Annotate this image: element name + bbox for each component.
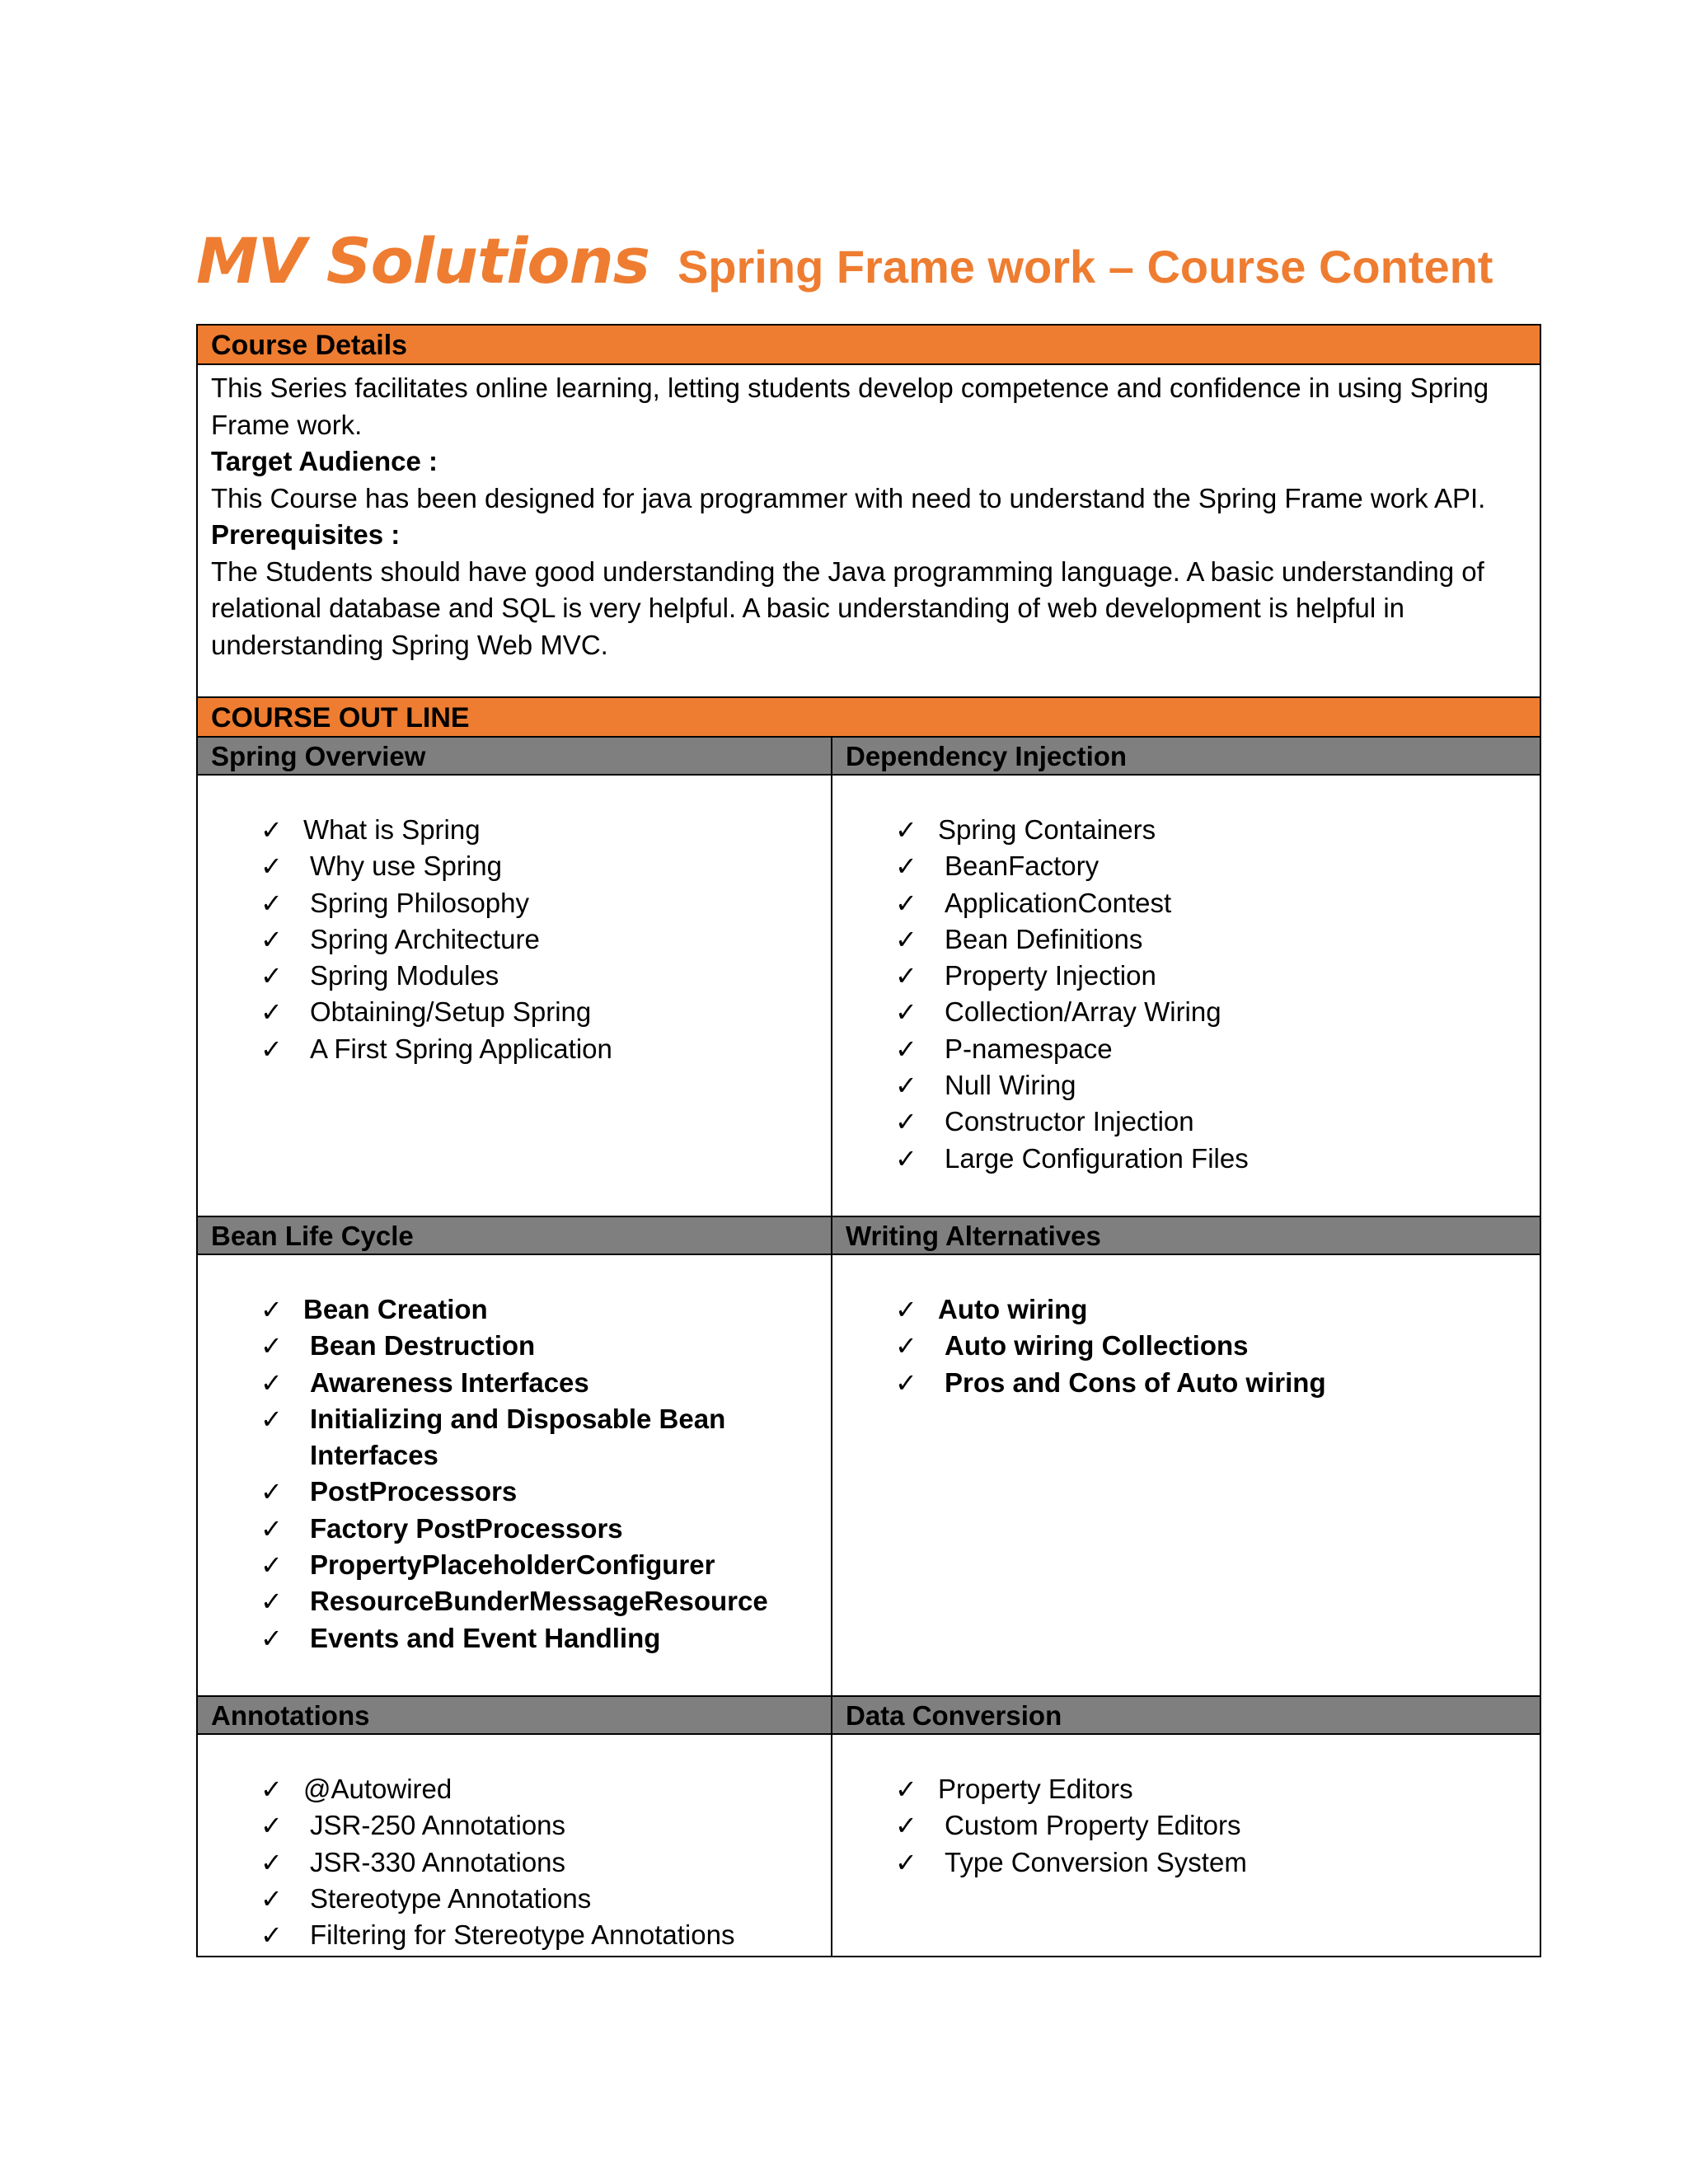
checkmark-icon: ✓ — [895, 1142, 917, 1174]
topic-item — [198, 1511, 831, 1547]
checkmark-icon: ✓ — [260, 1810, 283, 1842]
company-logo: MV Solutions — [196, 224, 649, 298]
topic-item — [832, 1291, 1540, 1328]
topic-label: Property Injection — [945, 960, 1156, 991]
checkmark-icon: ✓ — [260, 1476, 283, 1508]
prerequisites-text: The Students should have good understanding the Java programming language. A basic understanding of relational database and SQL is very helpful. A basic understanding of web development is helpful in understanding Spring Web MVC. — [211, 555, 1484, 660]
topic-item — [198, 1917, 831, 1953]
checkmark-icon: ✓ — [895, 996, 917, 1029]
checkmark-icon: ✓ — [260, 1330, 283, 1362]
topic-item — [832, 1844, 1540, 1881]
topic-item — [832, 1104, 1540, 1140]
section-bean-life-cycle — [198, 1216, 832, 1695]
topic-label: A First Spring Application — [310, 1033, 612, 1064]
topic-item — [198, 1620, 831, 1657]
course-details-body — [198, 365, 1540, 698]
section-title: Bean Life Cycle — [198, 1216, 831, 1255]
outline-row-1 — [198, 736, 1540, 1216]
topic-label: ApplicationContest — [945, 887, 1172, 918]
checkmark-icon: ✓ — [895, 1330, 917, 1362]
topic-item — [832, 885, 1540, 921]
checkmark-icon: ✓ — [260, 851, 283, 883]
topic-label: What is Spring — [303, 814, 481, 845]
page-header — [196, 224, 1493, 298]
topic-label: Property Editors — [938, 1774, 1133, 1804]
topic-label: BeanFactory — [945, 851, 1100, 882]
outline-row-2 — [198, 1216, 1540, 1695]
topic-label: Large Configuration Files — [945, 1142, 1249, 1174]
topic-item — [198, 848, 831, 884]
checkmark-icon: ✓ — [260, 1919, 283, 1952]
section-title: Spring Overview — [198, 736, 831, 776]
topic-label: Spring Modules — [310, 960, 499, 991]
topic-label: ResourceBunderMessageResource — [310, 1586, 768, 1617]
topic-item — [198, 1771, 831, 1807]
checkmark-icon: ✓ — [895, 923, 917, 955]
checkmark-icon: ✓ — [260, 1774, 283, 1805]
topic-label: P-namespace — [945, 1033, 1113, 1064]
topic-item — [198, 994, 831, 1030]
checkmark-icon: ✓ — [895, 1810, 917, 1842]
checkmark-icon: ✓ — [260, 1033, 283, 1065]
topic-label: Bean Definitions — [945, 923, 1143, 954]
topic-item — [198, 1328, 831, 1364]
checkmark-icon: ✓ — [260, 1586, 283, 1618]
topic-label: Collection/Array Wiring — [945, 996, 1221, 1028]
topic-label: PropertyPlaceholderConfigurer — [310, 1549, 715, 1581]
checkmark-icon: ✓ — [260, 923, 283, 955]
section-data-conversion — [832, 1695, 1540, 1956]
checkmark-icon: ✓ — [895, 851, 917, 883]
topic-label: Auto wiring Collections — [945, 1330, 1249, 1361]
topic-label: PostProcessors — [310, 1476, 518, 1507]
checkmark-icon: ✓ — [260, 1403, 283, 1435]
topic-item — [198, 1844, 831, 1881]
checkmark-icon: ✓ — [895, 1774, 917, 1805]
topic-label: Type Conversion System — [945, 1846, 1247, 1877]
topic-list — [198, 1735, 831, 1953]
topic-item — [832, 1067, 1540, 1104]
target-audience-label: Target Audience : — [211, 446, 438, 476]
checkmark-icon: ✓ — [895, 1070, 917, 1102]
section-spring-overview — [198, 736, 832, 1216]
topic-item — [198, 1807, 831, 1844]
outline-row-3 — [198, 1695, 1540, 1956]
checkmark-icon: ✓ — [895, 960, 917, 992]
section-title: Annotations — [198, 1695, 831, 1735]
checkmark-icon: ✓ — [895, 887, 917, 919]
topic-item — [198, 1881, 831, 1917]
topic-label: Events and Event Handling — [310, 1622, 661, 1653]
topic-label: JSR-330 Annotations — [310, 1846, 566, 1877]
checkmark-icon: ✓ — [260, 1366, 283, 1399]
topic-list — [832, 1255, 1540, 1401]
topic-item — [198, 885, 831, 921]
topic-item — [832, 1031, 1540, 1067]
topic-item — [198, 1031, 831, 1067]
section-writing-alternatives — [832, 1216, 1540, 1695]
topic-item — [198, 1547, 831, 1583]
prerequisites-label: Prerequisites : — [211, 519, 401, 550]
topic-label: Initializing and Disposable Bean Interfaces — [310, 1403, 726, 1471]
topic-label: Obtaining/Setup Spring — [310, 996, 592, 1028]
topic-label: Factory PostProcessors — [310, 1512, 623, 1544]
topic-label: Custom Property Editors — [945, 1810, 1241, 1841]
topic-list — [198, 776, 831, 1067]
section-title: Writing Alternatives — [832, 1216, 1540, 1255]
topic-item — [832, 994, 1540, 1030]
checkmark-icon: ✓ — [260, 1549, 283, 1582]
topic-item — [832, 921, 1540, 958]
checkmark-icon: ✓ — [895, 1106, 917, 1138]
checkmark-icon: ✓ — [895, 1366, 917, 1399]
topic-label: Bean Creation — [303, 1294, 488, 1324]
checkmark-icon: ✓ — [260, 887, 283, 919]
checkmark-icon: ✓ — [260, 1622, 283, 1654]
checkmark-icon: ✓ — [895, 1033, 917, 1065]
topic-label: Auto wiring — [938, 1294, 1088, 1324]
topic-item — [198, 1365, 831, 1401]
course-content-table — [196, 324, 1541, 1957]
topic-item — [832, 1141, 1540, 1177]
topic-label: Why use Spring — [310, 851, 502, 882]
topic-item — [198, 1474, 831, 1510]
checkmark-icon: ✓ — [895, 1846, 917, 1878]
section-title: Dependency Injection — [832, 736, 1540, 776]
course-details-heading: Course Details — [198, 326, 1540, 365]
checkmark-icon: ✓ — [260, 1846, 283, 1878]
topic-label: Spring Architecture — [310, 923, 540, 954]
section-title: Data Conversion — [832, 1695, 1540, 1735]
topic-label: Spring Philosophy — [310, 887, 529, 918]
topic-label: Spring Containers — [938, 814, 1156, 845]
checkmark-icon: ✓ — [260, 996, 283, 1029]
checkmark-icon: ✓ — [260, 1882, 283, 1915]
course-intro: This Series facilitates online learning, letting students develop competence and confidence in using Spring Frame work. — [211, 373, 1489, 440]
checkmark-icon: ✓ — [260, 960, 283, 992]
course-outline-heading: COURSE OUT LINE — [198, 698, 1540, 736]
topic-item — [832, 958, 1540, 994]
checkmark-icon: ✓ — [260, 1512, 283, 1544]
checkmark-icon: ✓ — [895, 814, 917, 846]
topic-label: @Autowired — [303, 1774, 452, 1804]
page-title: Spring Frame work – Course Content — [677, 241, 1493, 293]
section-annotations — [198, 1695, 832, 1956]
topic-list — [832, 776, 1540, 1177]
topic-item — [832, 1365, 1540, 1401]
target-audience-text: This Course has been designed for java programmer with need to understand the Spring Frame work API. — [211, 482, 1486, 513]
topic-label: Bean Destruction — [310, 1330, 536, 1361]
topic-label: JSR-250 Annotations — [310, 1810, 566, 1841]
topic-label: Stereotype Annotations — [310, 1882, 592, 1914]
section-dependency-injection — [832, 736, 1540, 1216]
topic-list — [198, 1255, 831, 1657]
topic-item — [832, 1807, 1540, 1844]
topic-item — [198, 921, 831, 958]
topic-label: Null Wiring — [945, 1070, 1076, 1101]
topic-item — [832, 848, 1540, 884]
topic-item — [832, 1328, 1540, 1364]
topic-item — [198, 958, 831, 994]
checkmark-icon: ✓ — [260, 1294, 283, 1325]
topic-item — [198, 1583, 831, 1619]
topic-item — [832, 1771, 1540, 1807]
checkmark-icon: ✓ — [260, 814, 283, 846]
topic-label: Pros and Cons of Auto wiring — [945, 1366, 1326, 1398]
checkmark-icon: ✓ — [895, 1294, 917, 1325]
topic-item — [198, 812, 831, 848]
topic-label: Constructor Injection — [945, 1106, 1194, 1137]
topic-label: Filtering for Stereotype Annotations — [310, 1919, 735, 1951]
topic-item — [832, 812, 1540, 848]
topic-item — [198, 1401, 831, 1474]
topic-item — [198, 1291, 831, 1328]
topic-label: Awareness Interfaces — [310, 1366, 589, 1398]
topic-list — [832, 1735, 1540, 1881]
